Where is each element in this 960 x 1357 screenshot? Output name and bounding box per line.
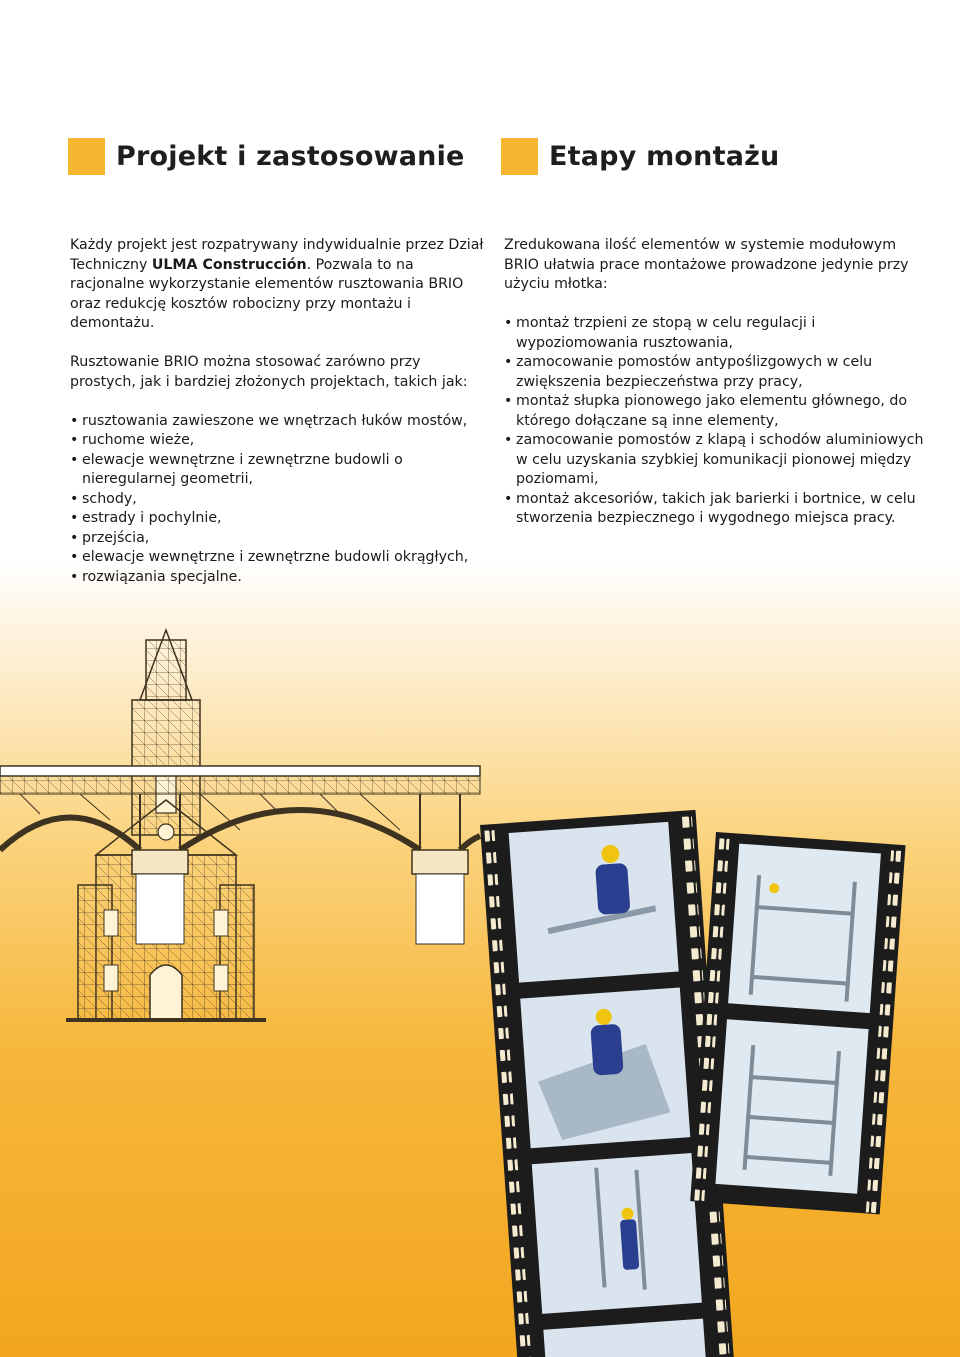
photo-frame [715,1019,868,1194]
film-strip-left [480,810,735,1357]
photo-frame [520,987,690,1148]
right-column [504,236,924,529]
company-name: ULMA Construcción [151,256,307,273]
list-item: • rusztowania zawieszone we wnętrzach łuków mostów, [70,412,490,432]
left-title: Projekt i zastosowanie [116,140,465,172]
list-item: • zamocowanie pomostów antypoślizgowych w celu zwiększenia bezpieczeństwa przy pracy, [504,353,924,392]
list-item: • montaż słupka pionowego jako elementu głównego, do którego dołączane są inne elementy, [504,392,924,431]
list-item: • montaż trzpieni ze stopą w celu regulacji i wypoziomowania rusztowania, [504,314,924,353]
photo-frame [509,822,679,983]
list-item: • elewacje wewnętrzne i zewnętrzne budowli okrągłych, [70,548,490,568]
film-strip-right [690,832,905,1214]
left-column [70,236,490,587]
right-paragraph-1: Zredukowana ilość elementów w systemie modułowym BRIO ułatwia prace montażowe prowadzone jedynie przy użyciu młotka: [504,237,909,292]
list-item: • przejścia, [70,529,490,549]
heading-square-icon [68,138,105,175]
heading-square-icon [501,138,538,175]
list-item: • elewacje wewnętrzne i zewnętrzne budowli o nieregularnej geometrii, [70,451,490,490]
list-item: • schody, [70,490,490,510]
photo-frame [532,1153,702,1314]
right-title: Etapy montażu [549,140,780,172]
left-list [70,412,490,588]
list-item: • ruchome wieże, [70,431,490,451]
right-heading [501,137,779,175]
right-list [504,314,924,529]
list-item: • rozwiązania specjalne. [70,568,490,588]
illustration [0,600,960,1357]
list-item: • montaż akcesoriów, takich jak barierki i bortnice, w celu stworzenia bezpiecznego i wygodnego miejsca pracy. [504,490,924,529]
photo-frame [728,844,881,1014]
left-paragraph-2: Rusztowanie BRIO można stosować zarówno przy prostych, jak i bardziej złożonych projektach, takich jak: [70,354,468,390]
list-item: • zamocowanie pomostów z klapą i schodów aluminiowych w celu uzyskania szybkiej komunikacji pionowej między poziomami, [504,431,924,490]
left-heading [68,137,465,175]
left-paragraph-1: Każdy projekt jest rozpatrywany indywidualnie przez Dział Techniczny ULMA Construcción. Pozwala to na racjonalne wykorzystanie elementów rusztowania BRIO oraz redukcję kosztów robocizny przy montażu i demontażu. [70,237,484,331]
list-item: • estrady i pochylnie, [70,509,490,529]
